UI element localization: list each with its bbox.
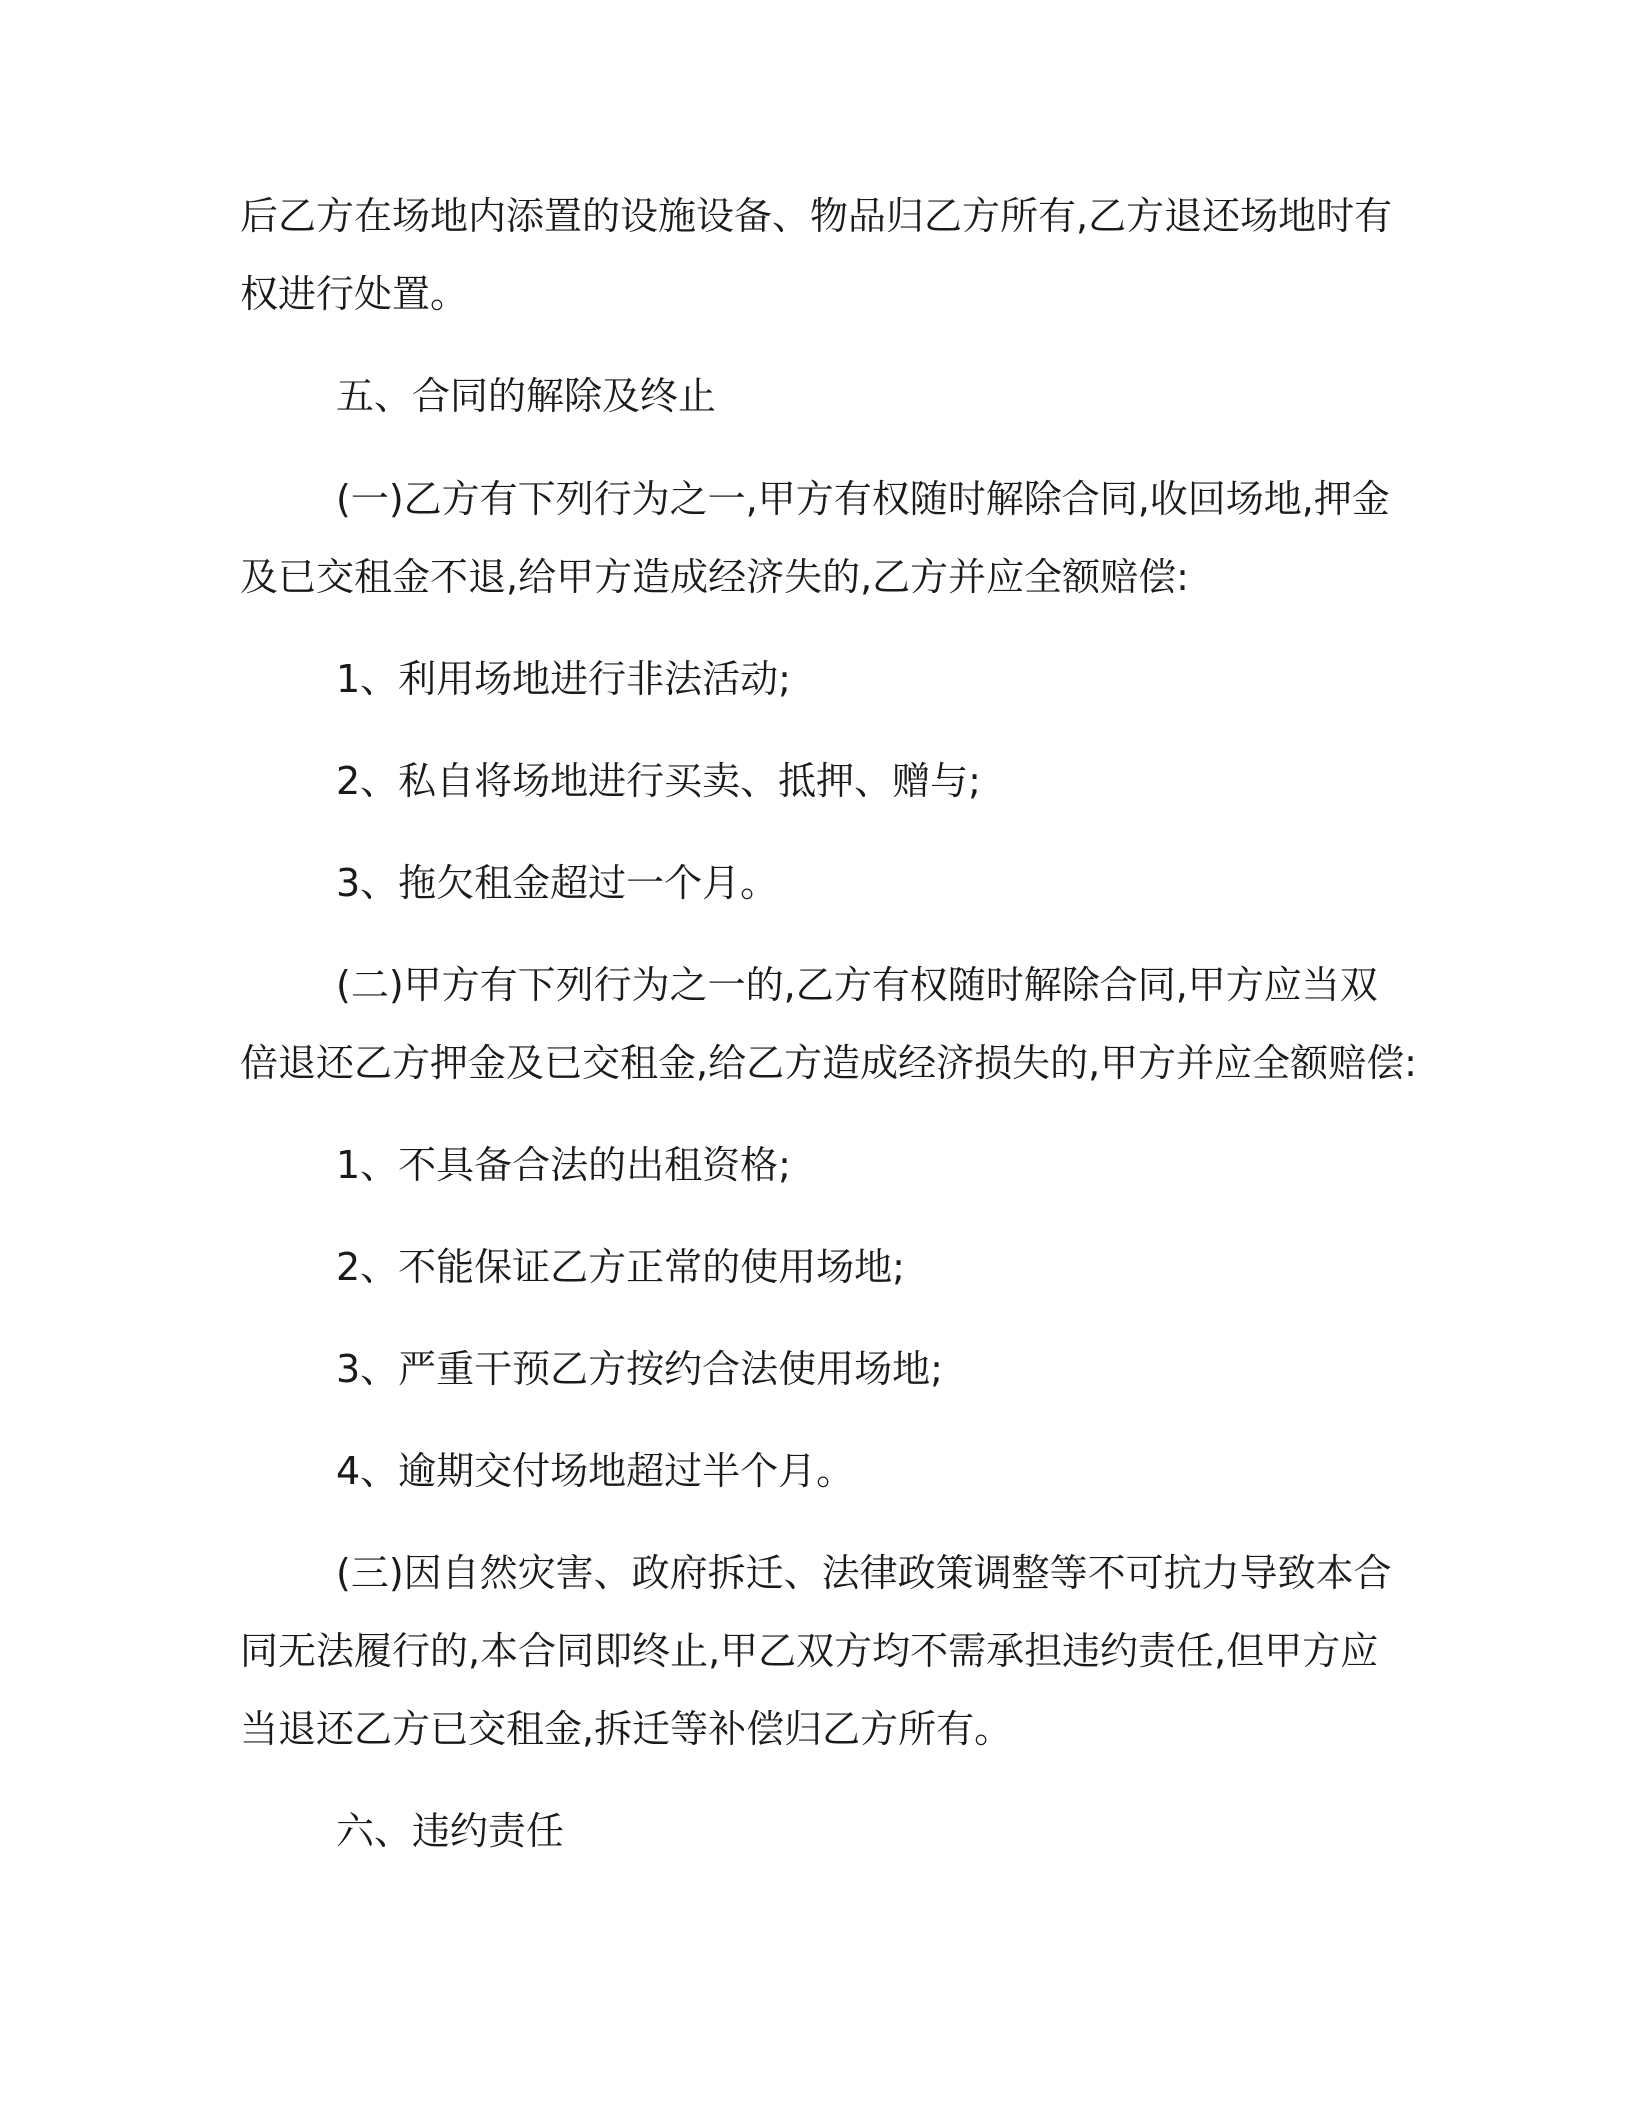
list-item: 4、逾期交付场地超过半个月。	[336, 1449, 855, 1493]
text-line: 权进行处置。	[240, 272, 469, 316]
clause-text: (一)乙方有下列行为之一,甲方有权随时解除合同,收回场地,押金	[336, 477, 1390, 521]
section-heading: 五、合同的解除及终止	[336, 374, 717, 418]
list-item: 1、不具备合法的出租资格;	[336, 1143, 791, 1187]
text-line: 后乙方在场地内添置的设施设备、物品归乙方所有,乙方退还场地时有	[240, 194, 1393, 238]
list-item: 3、严重干预乙方按约合法使用场地;	[336, 1347, 943, 1391]
clause-text: (三)因自然灾害、政府拆迁、法律政策调整等不可抗力导致本合	[336, 1551, 1392, 1595]
clause-text: 当退还乙方已交租金,拆迁等补偿归乙方所有。	[240, 1707, 1013, 1751]
clause-text: 倍退还乙方押金及已交租金,给乙方造成经济损失的,甲方并应全额赔偿:	[240, 1041, 1417, 1085]
clause-text: (二)甲方有下列行为之一的,乙方有权随时解除合同,甲方应当双	[336, 963, 1378, 1007]
list-item: 2、不能保证乙方正常的使用场地;	[336, 1245, 905, 1289]
list-item: 3、拖欠租金超过一个月。	[336, 861, 779, 905]
list-item: 2、私自将场地进行买卖、抵押、赠与;	[336, 759, 981, 803]
clause-text: 同无法履行的,本合同即终止,甲乙双方均不需承担违约责任,但甲方应	[240, 1629, 1379, 1673]
clause-text: 及已交租金不退,给甲方造成经济失的,乙方并应全额赔偿:	[240, 555, 1189, 599]
section-heading: 六、违约责任	[336, 1809, 565, 1853]
list-item: 1、利用场地进行非法活动;	[336, 657, 791, 701]
